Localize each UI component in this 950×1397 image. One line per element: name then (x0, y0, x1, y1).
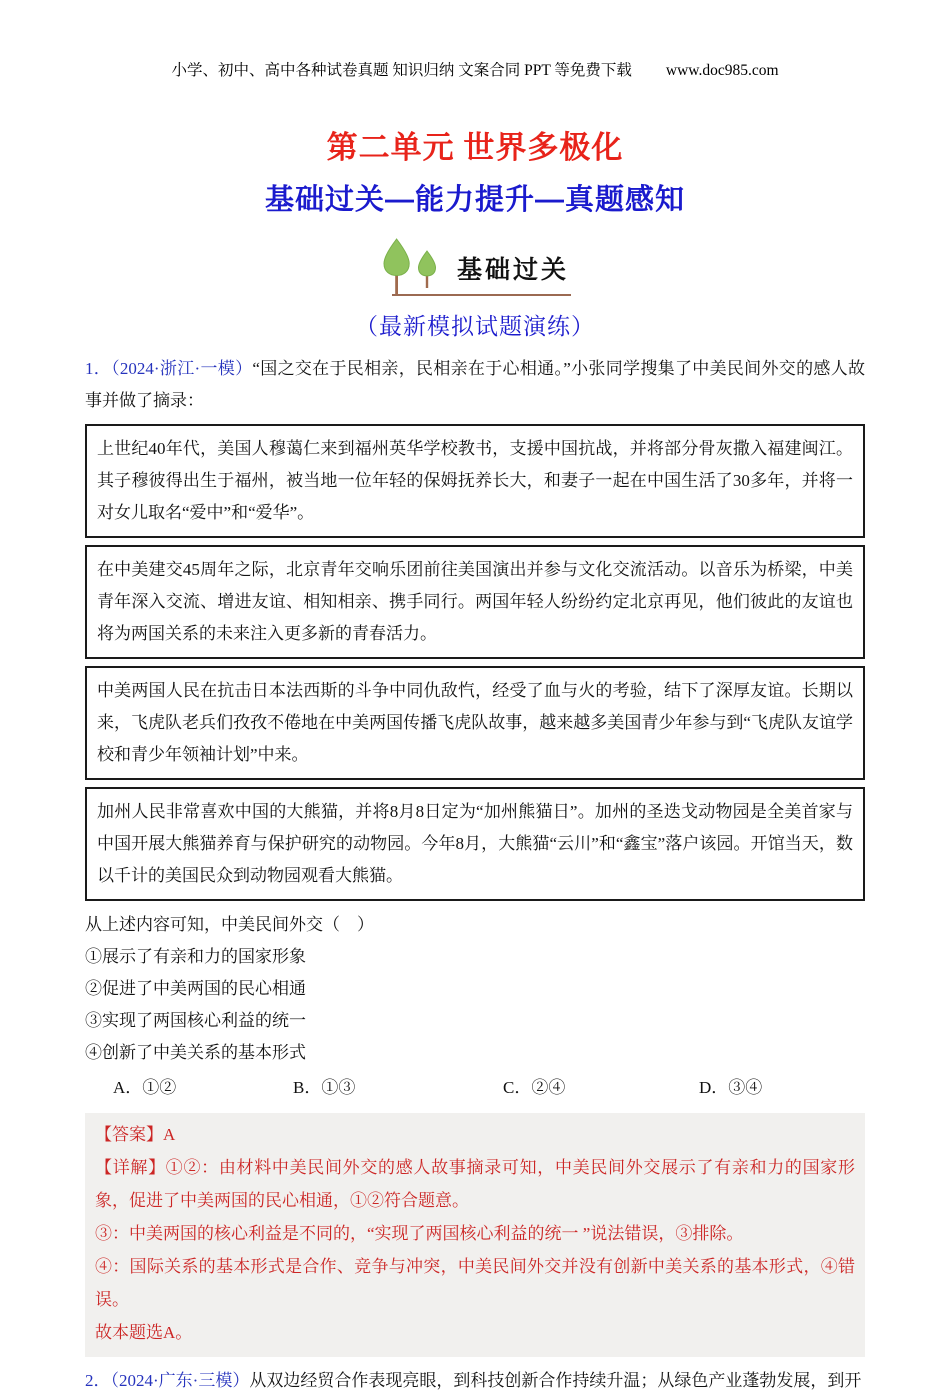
analysis-para-2: ③：中美两国的核心利益是不同的，“实现了两国核心利益的统一 ”说法错误，③排除。 (95, 1224, 744, 1243)
excerpt-box-3: 中美两国人民在抗击日本法西斯的斗争中同仇敌忾，经受了血与火的考验，结下了深厚友谊。长期以来，飞虎队老兵们孜孜不倦地在中美两国传播飞虎队故事，越来越多美国青少年参与到“飞虎队友谊学校和青少年领袖计划”中来。 (85, 666, 865, 780)
question-1-source: （2024·浙江·一模） (111, 359, 253, 378)
excerpt-box-2: 在中美建交45周年之际，北京青年交响乐团前往美国演出并参与文化交流活动。以音乐为桥梁，中美青年深入交流、增进友谊、相知相亲、携手同行。两国年轻人纷纷约定北京再见，他们彼此的友谊也将为两国关系的未来注入更多新的青春活力。 (85, 545, 865, 659)
question-2-text: 从双边经贸合作表现亮眼，到科技创新合作持续升温；从绿色产业蓬勃发展，到开 (249, 1371, 862, 1390)
option-d: D．③④ (699, 1078, 763, 1097)
site-header (85, 0, 865, 80)
question-2-intro (85, 1365, 865, 1397)
option-c: C．②④ (503, 1078, 566, 1097)
question-1-intro (85, 353, 865, 417)
question-2-source: （2024·广东·三模） (110, 1371, 250, 1390)
question-1-number: 1． (85, 359, 112, 378)
analysis-para-3: ④：国际关系的基本形式是合作、竞争与冲突，中美民间外交并没有创新中美关系的基本形式，④错误。 (95, 1257, 855, 1309)
option-b: B．①③ (293, 1078, 356, 1097)
analysis-conclusion: 故本题选A。 (95, 1323, 193, 1342)
statement-4: ④创新了中美关系的基本形式 (85, 1043, 306, 1062)
doc-subtitle: 基础过关—能力提升—真题感知 (264, 184, 685, 216)
section-badge-label: 基础过关 (456, 256, 569, 284)
options-row (113, 1071, 865, 1105)
statement-3: ③实现了两国核心利益的统一 (85, 1011, 306, 1030)
site-url: www.doc985.com (665, 62, 779, 79)
statement-1: ①展示了有亲和力的国家形象 (85, 947, 306, 966)
answer-line: 【答案】A (95, 1125, 176, 1144)
badge-underline (392, 294, 571, 296)
option-a: A．①② (113, 1078, 177, 1097)
unit-title: 第二单元 世界多极化 (326, 130, 624, 165)
question-1-intro-text: “国之交在于民相亲，民相亲在于心相通。”小张同学搜集了中美民间外交的感人故事并做了摘录： (85, 359, 866, 410)
practice-note: （最新模拟试题演练） (355, 314, 595, 339)
header-services-text: 小学、初中、高中各种试卷真题 知识归纳 文案合同 PPT 等免费下载 (171, 62, 632, 79)
excerpt-box-1: 上世纪40年代，美国人穆蔼仁来到福州英华学校教书，支援中国抗战，并将部分骨灰撒入福建闽江。其子穆彼得出生于福州，被当地一位年轻的保姆抚养长大，和妻子一起在中国生活了30多年，并将一对女儿取名“爱中”和“爱华”。 (85, 424, 865, 538)
question-2-number: 2． (85, 1371, 111, 1390)
section-badge (379, 236, 571, 296)
excerpt-box-4: 加州人民非常喜欢中国的大熊猫，并将8月8日定为“加州熊猫日”。加州的圣迭戈动物园是全美首家与中国开展大熊猫养育与保护研究的动物园。今年8月，大熊猫“云川”和“鑫宝”落户该园。开馆当天，数以千计的美国民众到动物园观看大熊猫。 (85, 787, 865, 901)
question-1-stem: 从上述内容可知，中美民间外交（ ） (85, 915, 374, 934)
statement-2: ②促进了中美两国的民心相通 (85, 979, 306, 998)
section-badge-row (85, 236, 865, 296)
trees-icon (379, 236, 445, 296)
answer-block (85, 1113, 865, 1357)
analysis-para-1: 【详解】①②：由材料中美民间外交的感人故事摘录可知，中美民间外交展示了有亲和力的国家形象，促进了中美两国的民心相通，①②符合题意。 (95, 1158, 855, 1210)
